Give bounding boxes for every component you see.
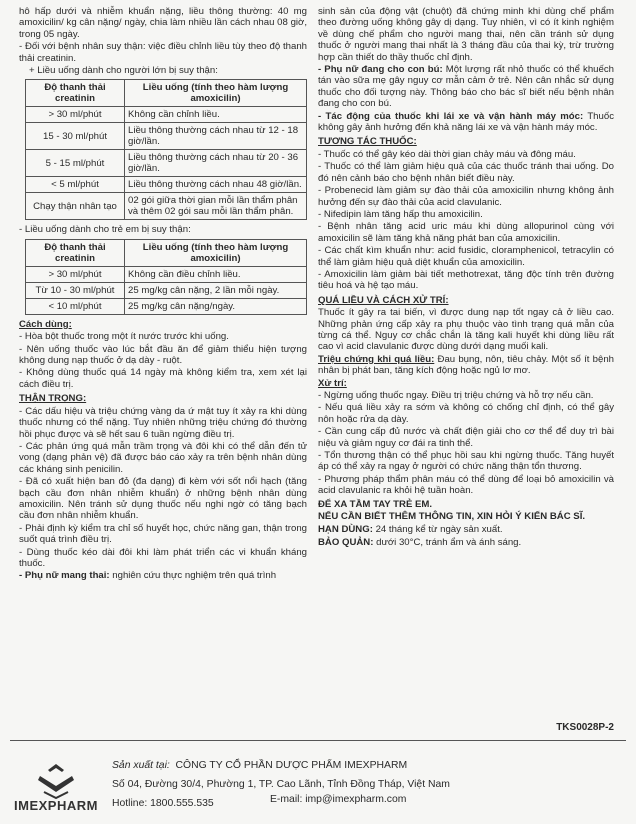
text: - Cần cung cấp đủ nước và chất điện giải cho cơ thể để duy trì bài niệu và giảm nguy cơ đái ra tinh thể. bbox=[318, 426, 614, 449]
table-row bbox=[26, 123, 307, 150]
table-row bbox=[26, 150, 307, 177]
table-cell: 5 - 15 ml/phút bbox=[26, 150, 125, 177]
text: 24 tháng kể từ ngày sản xuất. bbox=[372, 524, 503, 536]
manufacturer-name: CÔNG TY CỔ PHẦN DƯỢC PHẨM IMEXPHARM bbox=[175, 760, 408, 771]
text: - Tổn thương thận có thể phục hồi sau khi ngừng thuốc. Tăng huyết áp có thể xảy ra ngay ở người có chức năng thận tổn thương. bbox=[318, 450, 614, 473]
footer bbox=[0, 748, 636, 824]
text: - Nên uống thuốc vào lúc bắt đầu ăn để giảm thiểu hiện tượng không dung nạp thuốc ở dạ dày - ruột. bbox=[19, 343, 307, 367]
label: Sản xuất tại: bbox=[112, 760, 170, 771]
text: nghiên cứu thực nghiệm trên quá trình bbox=[109, 570, 277, 582]
section-heading: QUÁ LIỀU VÀ CÁCH XỬ TRÍ: bbox=[318, 294, 449, 306]
table-cell: Liều thông thường cách nhau từ 20 - 36 giờ/lần. bbox=[125, 150, 307, 177]
table-cell: < 10 ml/phút bbox=[26, 298, 125, 314]
table-header: Liều uống (tính theo hàm lượng amoxicilin) bbox=[125, 239, 307, 266]
text: - Phương pháp thẩm phân máu có thể dùng để loại bỏ amoxicilin và acid clavulanic ra khỏi hệ tuần hoàn. bbox=[318, 473, 614, 497]
table-cell: Liều thông thường cách nhau từ 12 - 18 giờ/lần. bbox=[125, 123, 307, 150]
text: hô hấp dưới và nhiễm khuẩn nặng, liều thông thường: 40 mg amoxicilin/ kg cân nặng/ ngày, chia làm nhiều lần cách nhau 08 giờ, trong 05 ngày. bbox=[19, 6, 307, 40]
divider bbox=[10, 740, 626, 741]
text: - Amoxicilin làm giảm bài tiết methotrexat, tăng độc tính trên đường tiêu hoá và hệ tạo máu. bbox=[318, 268, 614, 292]
text bbox=[318, 537, 614, 548]
section-heading: THẬN TRỌNG: bbox=[19, 393, 87, 405]
address: Số 04, Đường 30/4, Phường 1, TP. Cao Lãnh, Tỉnh Đồng Tháp, Việt Nam bbox=[112, 779, 450, 790]
table-header: Độ thanh thải creatinin bbox=[26, 239, 125, 266]
logo-text: IMEXPHARM bbox=[14, 798, 98, 813]
text: - Đối với bệnh nhân suy thận: việc điều chỉnh liều tùy theo độ thanh thải creatinin. bbox=[19, 41, 307, 64]
text: - Các phản ứng quá mẫn trầm trọng và đôi khi có thể dẫn đến tử vong (dạng phản vệ) đã được báo cáo xảy ra trên bệnh nhân dùng các kháng sinh penicilin. bbox=[19, 440, 307, 475]
text: - Nifedipin làm tăng hấp thu amoxicilin. bbox=[318, 208, 483, 220]
text: - Không dùng thuốc quá 14 ngày mà không kiểm tra, xem xét lại cách điều trị. bbox=[19, 367, 307, 390]
warning-text: ĐỂ XA TẦM TAY TRẺ EM. bbox=[318, 498, 433, 510]
section-heading: Xử trí: bbox=[318, 377, 347, 389]
table-cell: Chạy thận nhân tạo bbox=[26, 193, 125, 220]
text: - Thuốc có thể làm giảm hiệu quả của các thuốc tránh thai uống. Do đó nên cảnh báo cho bệnh nhân biết điều này. bbox=[318, 161, 614, 184]
label: - Phụ nữ mang thai: bbox=[19, 570, 110, 582]
label: BẢO QUẢN: bbox=[318, 536, 374, 548]
table-row bbox=[26, 107, 307, 123]
text: - Bệnh nhân tăng acid uric máu khi dùng allopurinol cùng với amoxicilin sẽ làm tăng khả năng phát ban của amoxicilin. bbox=[318, 221, 614, 244]
email: E-mail: imp@imexpharm.com bbox=[270, 794, 407, 805]
table-cell: > 30 ml/phút bbox=[26, 266, 125, 282]
text: Một lượng rất nhỏ thuốc có thể khuếch tán vào sữa mẹ gây nguy cơ mẫn cảm ở trẻ. Nên cân nhắc sử dụng thuốc cho đối tượng này. Thông báo cho bác sĩ biết nếu bệnh nhân đang cho con bú. bbox=[318, 64, 614, 110]
text bbox=[318, 64, 614, 110]
table-row bbox=[26, 193, 307, 220]
text: - Dùng thuốc kéo dài đôi khi làm phát triển các vi khuẩn kháng thuốc. bbox=[19, 546, 307, 569]
right-column bbox=[318, 6, 614, 549]
hotline: Hotline: 1800.555.535 bbox=[112, 798, 214, 809]
document-code: TKS0028P-2 bbox=[556, 722, 614, 733]
logo-icon bbox=[34, 762, 78, 800]
text: - Nếu quá liều xảy ra sớm và không có chống chỉ định, có thể gây nôn hoặc rửa dạ dày. bbox=[318, 402, 614, 425]
text: - Các chất kìm khuẩn như: acid fusidic, cloramphenicol, tetracylin có thể làm giảm hiệu quả diệt khuẩn của amoxicilin. bbox=[318, 245, 614, 268]
text: - Ngừng uống thuốc ngay. Điều trị triệu chứng và hỗ trợ nếu cần. bbox=[318, 390, 594, 401]
text bbox=[19, 570, 307, 581]
table-header: Liều uống (tính theo hàm lượng amoxicilin) bbox=[125, 80, 307, 107]
table-cell: 15 - 30 ml/phút bbox=[26, 123, 125, 150]
child-renal-dose-table bbox=[25, 239, 307, 315]
label: - Phụ nữ đang cho con bú: bbox=[318, 64, 443, 76]
text: - Liều uống dành cho trẻ em bị suy thận: bbox=[19, 224, 191, 236]
table-row bbox=[26, 266, 307, 282]
company-logo bbox=[10, 762, 102, 811]
text: dưới 30°C, tránh ẩm và ánh sáng. bbox=[373, 536, 522, 548]
text: Thuốc ít gây ra tai biến, vì được dung nạp tốt ngay cả ở liều cao. Những phản ứng cấp xảy ra phụ thuộc vào tình trạng quá mẫn của từng cá thể. Nguy cơ chắc chắn là tăng kali huyết khi dùng liều rất cao vì acid clavulanic được dùng dưới dạng muối kali. bbox=[318, 307, 614, 353]
text: - Hòa bột thuốc trong một ít nước trước khi uống. bbox=[19, 331, 229, 343]
warning-text: NẾU CẦN BIẾT THÊM THÔNG TIN, XIN HỎI Ý KIẾN BÁC SĨ. bbox=[318, 511, 586, 523]
text bbox=[318, 354, 614, 377]
text: - Các dấu hiệu và triệu chứng vàng da ứ mật tuy ít xảy ra khi dùng thuốc nhưng có thể nặng. Tuy nhiên những triệu chứng đó thường hồi phục được và sẽ hết sau 6 tuần ngừng điều trị. bbox=[19, 405, 307, 440]
left-column bbox=[19, 6, 307, 583]
adult-renal-dose-table bbox=[25, 79, 307, 220]
table-cell: Không cần chỉnh liều. bbox=[125, 107, 307, 123]
text: sinh sản của động vật (chuột) đã chứng minh khi dùng chế phẩm theo đường uống không gây dị dạng. Tuy nhiên, vì có ít kinh nghiệm về dùng chế phẩm cho người mang thai, nên cần tránh sử dụng thuốc ở người mang thai nhất là 3 tháng đầu của thai kỳ, trừ trường hợp cần thiết do thầy thuốc chỉ định. bbox=[318, 6, 614, 63]
table-row bbox=[26, 282, 307, 298]
text: + Liều uống dành cho người lớn bị suy thận: bbox=[29, 65, 218, 77]
section-heading: TƯƠNG TÁC THUỐC: bbox=[318, 136, 417, 148]
text bbox=[318, 524, 614, 535]
text: - Probenecid làm giảm sự đào thải của amoxicilin nhưng không ảnh hưởng đến sự đào thải của acid clavulanic. bbox=[318, 185, 614, 208]
table-cell: < 5 ml/phút bbox=[26, 177, 125, 193]
text bbox=[318, 111, 614, 134]
table-cell: 25 mg/kg cân nặng/ngày. bbox=[125, 298, 307, 314]
text: - Đã có xuất hiện ban đỏ (đa dạng) đi kèm với sốt nổi hạch (tăng bạch cầu đơn nhân nhiễm khuẩn) ở những bệnh nhân dùng amoxicilin. Nên tránh sử dụng thuốc nếu nghi ngờ có tăng bạch cầu đơn nhân nhiễm khuẩn. bbox=[19, 476, 307, 522]
text: - Phải định kỳ kiểm tra chỉ số huyết học, chức năng gan, thận trong suốt quá trình điều trị. bbox=[19, 522, 307, 546]
table-row bbox=[26, 177, 307, 193]
table-header: Độ thanh thải creatinin bbox=[26, 80, 125, 107]
table-cell: 02 gói giữa thời gian mỗi lần thẩm phân và thêm 02 gói sau mỗi lần thẩm phân. bbox=[125, 193, 307, 220]
text: - Thuốc có thể gây kéo dài thời gian chảy máu và đông máu. bbox=[318, 148, 576, 160]
table-cell: Từ 10 - 30 ml/phút bbox=[26, 282, 125, 298]
label: HẠN DÙNG: bbox=[318, 524, 373, 536]
text: Đau bụng, nôn, tiêu chảy. Một số ít bệnh nhân bị phát ban, tăng kích động hoặc ngủ lơ mơ. bbox=[318, 353, 614, 377]
table-cell: 25 mg/kg cân nặng, 2 lần mỗi ngày. bbox=[125, 282, 307, 298]
text: Thuốc không gây ảnh hưởng đến khả năng lái xe và vận hành máy móc. bbox=[318, 110, 614, 134]
label: Triệu chứng khi quá liều: bbox=[318, 353, 435, 365]
table-cell: Liều thông thường cách nhau 48 giờ/lần. bbox=[125, 177, 307, 193]
section-heading: Cách dùng: bbox=[19, 318, 72, 330]
label: - Tác động của thuốc khi lái xe và vận hành máy móc: bbox=[318, 110, 584, 122]
table-cell: > 30 ml/phút bbox=[26, 107, 125, 123]
manufacturer-line bbox=[112, 756, 450, 775]
table-cell: Không cần điều chỉnh liều. bbox=[125, 266, 307, 282]
table-row bbox=[26, 298, 307, 314]
